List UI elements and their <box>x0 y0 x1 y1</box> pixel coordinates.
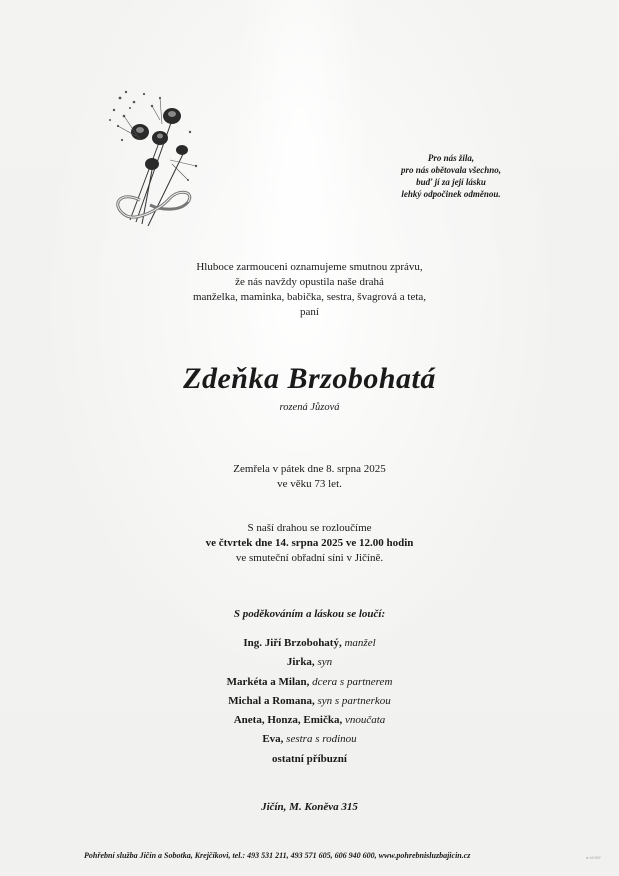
mourner-relation: vnoučata <box>344 714 386 727</box>
mourner-relation: sestra s rodinou <box>286 733 357 746</box>
deceased-name: Zdeňka Brzobohatá <box>183 362 436 395</box>
intro-line: že nás navždy opustila naše drahá <box>235 276 384 288</box>
death-details <box>0 462 619 492</box>
mourner-name: Ing. Jiří Brzobohatý, <box>243 637 342 649</box>
intro-line: paní <box>300 306 319 318</box>
funeral-service-footer: Pohřební služba Jičín a Sobotka, Krejčíkovi, tel.: 493 531 211, 493 571 605, 606 940 600, www.pohrebnisluzbajicin.cz <box>84 851 471 860</box>
funeral-place: ve smuteční obřadní síni v Jičíně. <box>235 552 384 564</box>
funeral-date: ve čtvrtek dne 14. srpna 2025 ve 12.00 hodin <box>205 537 414 549</box>
announcement-intro <box>0 260 619 320</box>
mourner-row <box>0 653 619 672</box>
death-line: Zemřela v pátek dne 8. srpna 2025 <box>233 463 386 475</box>
motto-line: lehký odpočinek odměnou. <box>401 189 501 199</box>
farewell-heading: S poděkováním a láskou se loučí: <box>233 608 386 620</box>
funeral-details <box>0 521 619 566</box>
print-mark: ● MOBF <box>586 855 602 860</box>
funeral-line: S naší drahou se rozloučíme <box>247 522 372 534</box>
motto-line: Pro nás žila, <box>427 153 475 163</box>
mourner-name: Aneta, Honza, Emička, <box>233 714 343 727</box>
mourner-relation: manžel <box>344 637 376 649</box>
roses-bouquet-illustration <box>100 80 210 240</box>
intro-line: manželka, maminka, babička, sestra, švagrová a teta, <box>192 291 427 303</box>
mourner-row <box>0 673 619 692</box>
motto-line: pro nás obětovala všechno, <box>401 165 501 175</box>
mourner-name: Jirka, <box>286 656 315 669</box>
mourners-list <box>0 634 619 769</box>
mourner-row <box>0 750 619 769</box>
mourner-relation: dcera s partnerem <box>312 675 393 688</box>
maiden-name: rozená Jůzová <box>279 402 340 413</box>
mourner-relation: syn s partnerkou <box>317 694 391 707</box>
mourner-name: Markéta a Milan, <box>226 675 310 688</box>
death-line: ve věku 73 let. <box>277 478 342 490</box>
memorial-motto <box>376 152 526 200</box>
mourner-name: ostatní příbuzní <box>272 752 347 765</box>
intro-line: Hluboce zarmouceni oznamujeme smutnou zprávu, <box>196 261 423 273</box>
mourner-relation: syn <box>317 656 333 669</box>
mourner-row <box>0 692 619 711</box>
mourner-row <box>0 711 619 730</box>
mourner-name: Eva, <box>262 733 284 746</box>
mourner-name: Michal a Romana, <box>228 694 315 707</box>
mourner-row <box>0 730 619 749</box>
mourner-row <box>0 634 619 653</box>
motto-line: buď jí za její lásku <box>416 177 486 187</box>
family-address: Jičín, M. Koněva 315 <box>261 801 358 813</box>
